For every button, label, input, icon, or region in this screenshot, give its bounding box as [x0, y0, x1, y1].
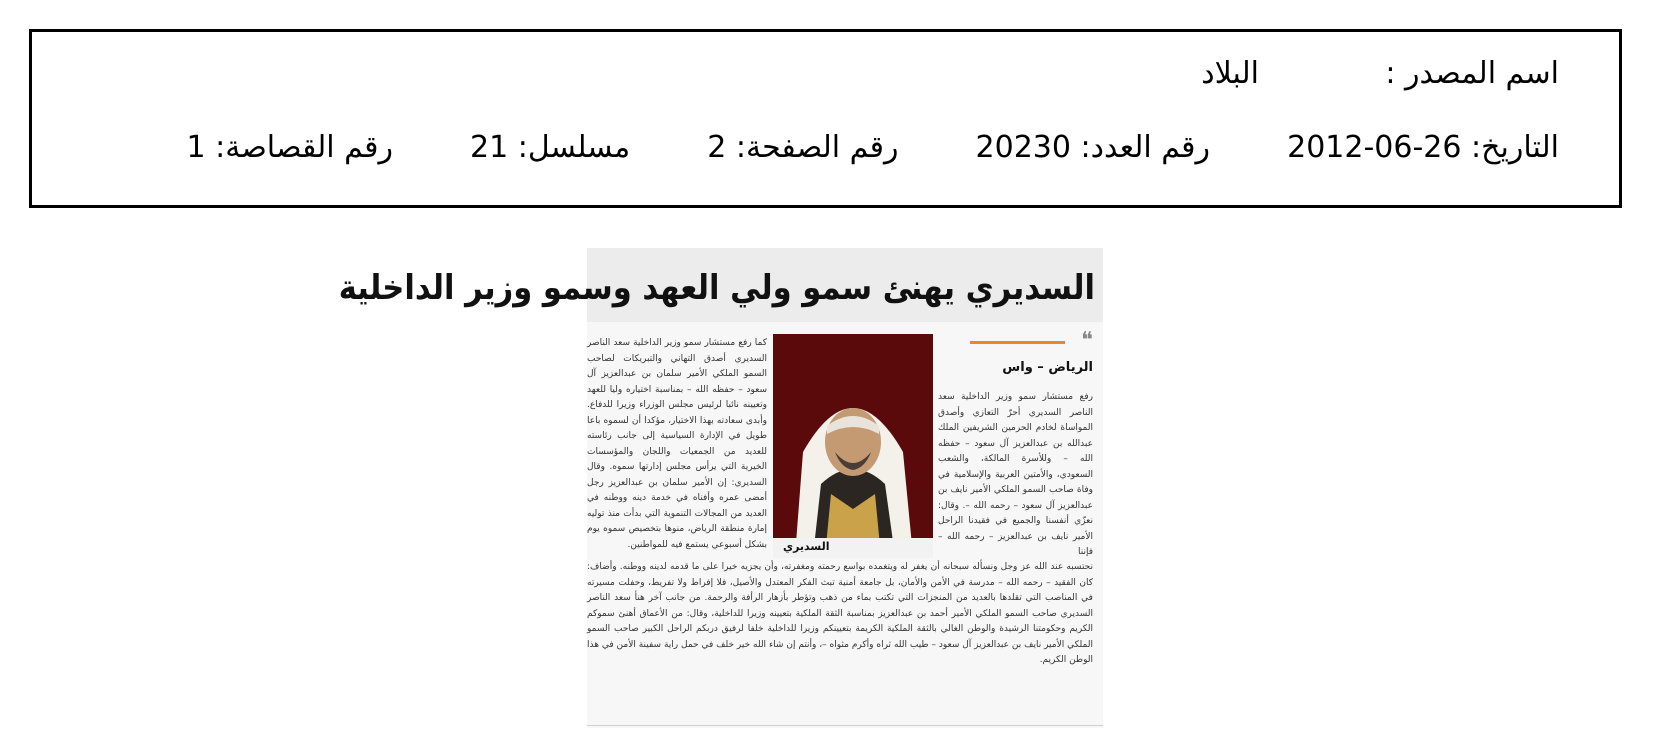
clipping-bottom-rule — [587, 725, 1103, 726]
date-label: التاريخ: — [1471, 130, 1559, 165]
source-info-box — [29, 29, 1622, 208]
quote-mark-icon: ❝ — [1081, 328, 1093, 353]
page-value: 2 — [707, 130, 727, 165]
clip-label: رقم القصاصة: — [215, 130, 393, 165]
portrait-illustration — [773, 334, 933, 556]
page-label: رقم الصفحة: — [735, 130, 899, 165]
source-row — [1201, 54, 1559, 94]
photo-caption: السديري — [783, 540, 830, 553]
article-dateline: الرياض – واس — [1002, 360, 1093, 375]
article-column-right: رفع مستشار سمو وزير الداخلية سعد الناصر السديري أحرّ التعازي وأصدق المواساة لخادم الحرمين الشريفين الملك عبدالله بن عبدالعزيز آل سعود – حفظه الله – وللأسرة المالكة، والشعب السعودي، والأمتين العربية والإسلامية في وفاة صاحب السمو الملكي الأمير نايف بن عبدالعزيز آل سعود – رحمه الله –. وقال: نعزّي أنفسنا والجميع في فقيدنا الراحل الأمير نايف بن عبدالعزيز – رحمه الله – فإننا — [938, 392, 1093, 557]
accent-rule — [970, 341, 1065, 344]
article-headline: السديري يهنئ سمو ولي العهد وسمو وزير الداخلية — [338, 268, 1096, 308]
issue-label: رقم العدد: — [1080, 130, 1211, 165]
source-value: البلاد — [1201, 56, 1259, 91]
article-column-left: كما رفع مستشار سمو وزير الداخلية سعد الناصر السديري أصدق التهاني والتبريكات لصاحب السمو الملكي الأمير سلمان بن عبدالعزيز آل سعود – حفظه الله – بمناسبة اختياره وليا للعهد وتعيينه نائبا لرئيس مجلس الوزراء وزيرا للدفاع. وأبدى سعادته بهذا الاختيار، مؤكدا أن لسموه باعا طويل في الإدارة السياسية إلى جانب رئاسته للعديد من الجمعيات واللجان والمؤسسات الخيرية التي يرأس مجلس إدارتها سموه. وقال السديري: إن الأمير سلمان بن عبدالعزيز رجل أمضى عمره وأفناه في خدمة دينه ووطنه في العديد من المجالات التنموية التي بدأت منذ توليه إمارة منطقة الرياض، منوها بتخصيص سموه يوم بشكل أسبوعي يستمع فيه للمواطنين. — [587, 338, 767, 550]
article-continuation: نحتسبه عند الله عز وجل ونسأله سبحانه أن يغفر له ويتغمده بواسع رحمته ومغفرته، وأن يجزيه خيرا على ما قدمه لدينه ووطنه. وأضاف: كان الفقيد – رحمه الله – مدرسة في الأمن والأمان، بل جامعة أمنية تبث الفكر المعتدل والأصيل، فلا إفراط ولا تفريط، وحفلت مسيرته في المناصب التي تقلدها بالعديد من المنجزات التي تكتب بماء من ذهب وتؤطر بأزهار الرأفة والرحمة. من جانب آخر هنأ سعد الناصر السديري صاحب السمو الملكي الأمير أحمد بن عبدالعزيز بمناسبة الثقة الملكية بتعيينه وزيرا للداخلية، وقال: من الأعماق أهنئ سموكم الكريم وحكومتنا الرشيدة والوطن الغالي بالثقة الملكية الكريمة بتعيينكم وزيرا للداخلية خلفا لرفيق دربكم الراحل الكبير صاحب السمو الملكي الأمير نايف بن عبدالعزيز آل سعود – طيب الله ثراه وأكرم مثواه –، وأنتم إن شاء الله خير خلف في حمل راية سفينة الأمن في هذا الوطن الكريم. — [587, 562, 1093, 665]
metadata-row — [187, 128, 1560, 168]
newspaper-clipping — [338, 248, 1103, 728]
issue-value: 20230 — [975, 130, 1071, 165]
portrait-photo — [773, 334, 933, 556]
serial-label: مسلسل: — [517, 130, 631, 165]
date-value: 2012-06-26 — [1287, 130, 1462, 165]
clip-value: 1 — [186, 130, 206, 165]
source-label: اسم المصدر : — [1385, 56, 1559, 91]
serial-value: 21 — [470, 130, 509, 165]
